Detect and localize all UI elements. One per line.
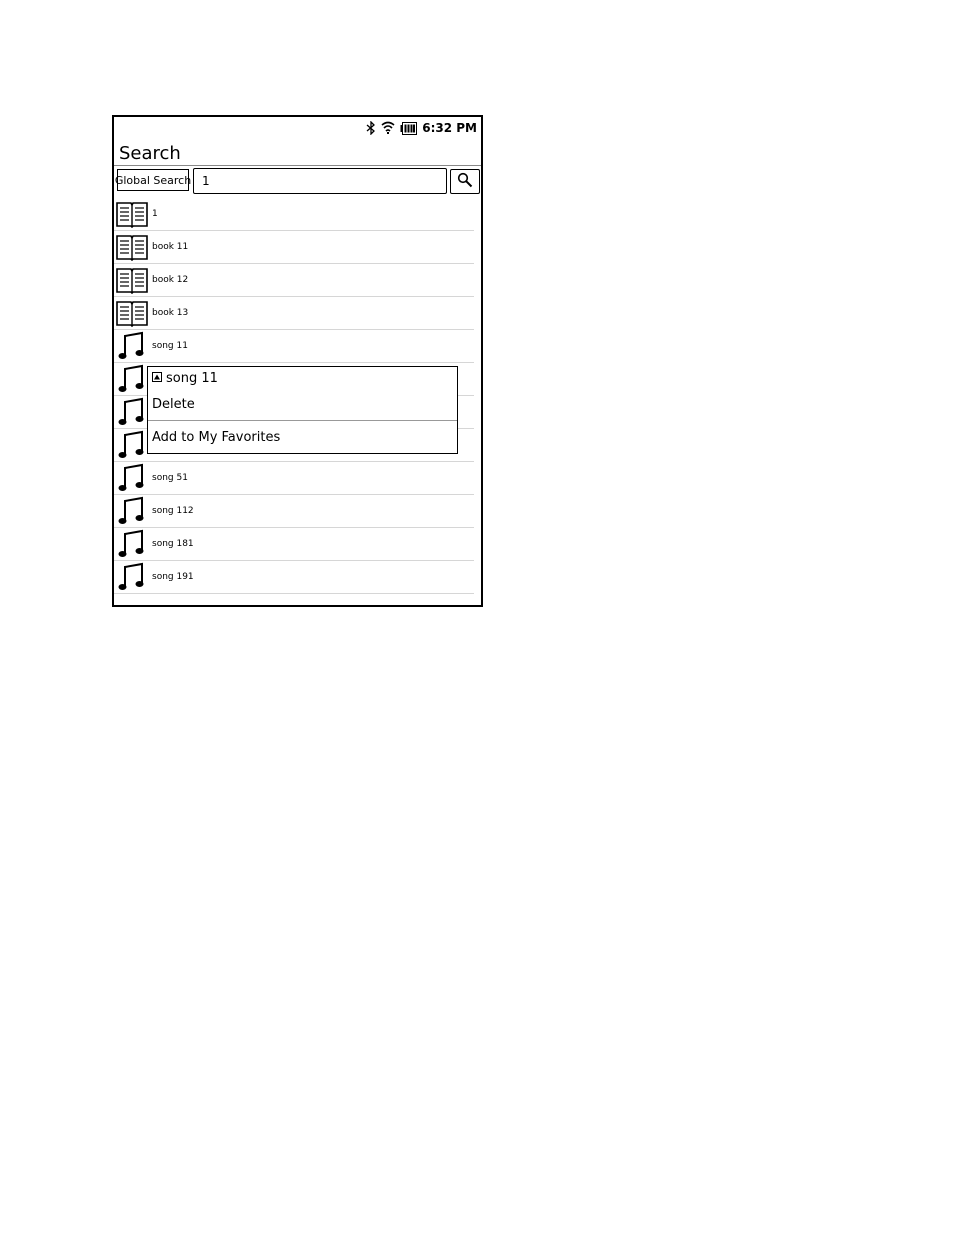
search-button[interactable] (450, 169, 480, 194)
list-item-label: 1 (152, 209, 158, 219)
list-item-label: book 11 (152, 242, 189, 252)
music-note-icon (114, 363, 150, 395)
context-menu (147, 366, 458, 454)
list-item[interactable] (114, 231, 474, 264)
search-input[interactable]: 1 (193, 168, 447, 194)
music-note-icon (114, 528, 150, 560)
device-screen (112, 115, 483, 607)
list-item[interactable] (114, 330, 474, 363)
music-note-icon (114, 429, 150, 461)
list-item[interactable] (114, 264, 474, 297)
context-menu-header (148, 367, 457, 389)
list-item-label: song 112 (152, 506, 194, 516)
wifi-icon (381, 121, 395, 135)
list-item-label: book 13 (152, 308, 189, 318)
status-clock: 6:32 PM (422, 121, 477, 135)
music-note-icon (114, 495, 150, 527)
list-item[interactable] (114, 198, 474, 231)
add-to-favorites-menu-item[interactable]: Add to My Favorites (152, 429, 281, 445)
page-title: Search (119, 143, 181, 164)
list-item-label: book 12 (152, 275, 189, 285)
book-icon (114, 264, 150, 296)
list-item[interactable] (114, 495, 474, 528)
book-icon (114, 297, 150, 329)
title-divider (114, 165, 481, 166)
list-item[interactable] (114, 297, 474, 330)
list-item-label: song 191 (152, 572, 194, 582)
book-icon (114, 198, 150, 230)
status-bar (114, 117, 481, 139)
list-item[interactable] (114, 561, 474, 594)
music-note-icon (114, 396, 150, 428)
delete-menu-item[interactable]: Delete (148, 389, 457, 421)
music-note-icon (114, 462, 150, 494)
music-note-icon (114, 561, 150, 593)
search-scope-button[interactable]: Global Search (117, 169, 189, 191)
list-item-label: song 51 (152, 473, 188, 483)
book-icon (114, 231, 150, 263)
context-menu-title: song 11 (166, 370, 218, 386)
magnifier-icon (457, 172, 473, 192)
list-item[interactable] (114, 462, 474, 495)
list-item-label: song 11 (152, 341, 188, 351)
bluetooth-icon (366, 121, 376, 135)
list-item-label: song 181 (152, 539, 194, 549)
list-item[interactable] (114, 528, 474, 561)
up-arrow-icon (152, 371, 162, 386)
music-note-icon (114, 330, 150, 362)
battery-icon (400, 122, 417, 135)
